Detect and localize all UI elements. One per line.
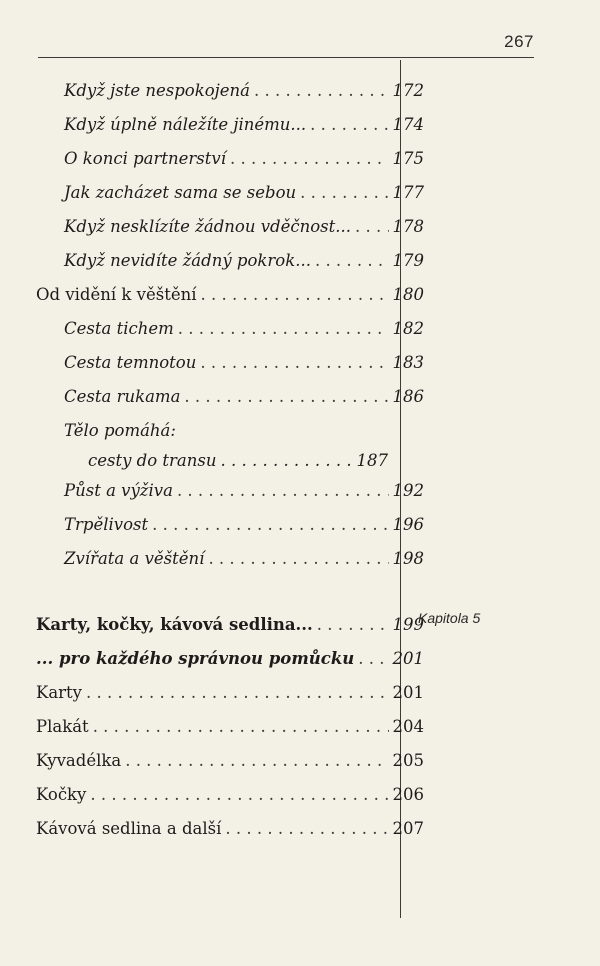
toc-entry-title: Když nesklízíte žádnou vděčnost... bbox=[64, 217, 351, 236]
toc-entry bbox=[0, 746, 424, 776]
toc-entry-page: 204 bbox=[392, 717, 424, 736]
toc-entry-title: Jak zacházet sama se sebou bbox=[64, 183, 297, 202]
toc-leader-dots bbox=[152, 510, 388, 540]
toc-entry-page: 206 bbox=[392, 785, 424, 804]
toc-entry bbox=[0, 510, 424, 540]
toc-entry-title: ... pro každého správnou pomůcku bbox=[36, 649, 355, 668]
toc-entry-title: Kočky bbox=[36, 785, 87, 804]
toc-entry bbox=[0, 110, 424, 140]
toc-leader-dots bbox=[315, 246, 389, 276]
toc-entry bbox=[0, 348, 424, 378]
toc-entry-page: 179 bbox=[392, 251, 424, 270]
toc-entry-page: 175 bbox=[392, 149, 424, 168]
toc-entry bbox=[0, 382, 424, 412]
toc-entry-multiline bbox=[64, 416, 388, 476]
toc-entry bbox=[0, 76, 424, 106]
toc-entry-page: 198 bbox=[392, 549, 424, 568]
toc-entry-page: 201 bbox=[392, 649, 424, 668]
toc-entry-page: 201 bbox=[392, 683, 424, 702]
toc-entry bbox=[0, 476, 424, 506]
toc-entry-title: Cesta temnotou bbox=[64, 353, 197, 372]
toc-entry bbox=[0, 144, 424, 174]
toc-leader-dots bbox=[93, 712, 389, 742]
toc-entry-page: 186 bbox=[392, 387, 424, 406]
toc-entry-title-line1: Tělo pomáhá: bbox=[64, 421, 176, 440]
toc-entry bbox=[0, 246, 424, 276]
toc-entry-page: 180 bbox=[392, 285, 424, 304]
toc-leader-dots bbox=[300, 178, 388, 208]
toc-entry-title: Když úplně náležíte jinému... bbox=[64, 115, 307, 134]
toc-leader-dots bbox=[310, 110, 388, 140]
toc-entry-page: 196 bbox=[392, 515, 424, 534]
toc-chapter-entry bbox=[0, 610, 424, 640]
toc-entry bbox=[0, 814, 424, 844]
toc-entry-title: Karty, kočky, kávová sedlina... bbox=[36, 615, 313, 634]
toc-entry-title: Cesta rukama bbox=[64, 387, 181, 406]
toc-entry-title: Od vidění k věštění bbox=[36, 285, 197, 304]
toc-entry bbox=[0, 544, 424, 574]
toc-leader-dots bbox=[184, 382, 388, 412]
page-number: 267 bbox=[504, 32, 534, 51]
toc-leader-dots bbox=[200, 348, 388, 378]
toc-entry-title: Zvířata a věštění bbox=[64, 549, 205, 568]
toc-leader-dots bbox=[355, 212, 389, 242]
toc-entry-page: 182 bbox=[392, 319, 424, 338]
chapter-label: Kapitola 5 bbox=[418, 610, 481, 626]
toc-entry-title: Cesta tichem bbox=[64, 319, 174, 338]
toc-leader-dots bbox=[225, 814, 388, 844]
header-rule bbox=[38, 57, 534, 58]
toc-entry-title: Trpělivost bbox=[64, 515, 149, 534]
toc-entry-page: 177 bbox=[392, 183, 424, 202]
toc-leader-dots bbox=[177, 476, 389, 506]
toc-entry-page: 174 bbox=[392, 115, 424, 134]
toc-leader-dots bbox=[201, 280, 389, 310]
toc-entry bbox=[0, 712, 424, 742]
toc-entry-page: 187 bbox=[356, 451, 388, 470]
toc-entry bbox=[0, 178, 424, 208]
toc-entry-page: 183 bbox=[392, 353, 424, 372]
toc-entry-title: Karty bbox=[36, 683, 83, 702]
toc-entry-title: Plakát bbox=[36, 717, 89, 736]
toc-entry-page: 178 bbox=[392, 217, 424, 236]
toc-entry bbox=[0, 212, 424, 242]
toc-entry bbox=[0, 314, 424, 344]
toc-entry bbox=[0, 678, 424, 708]
toc-leader-dots bbox=[178, 314, 389, 344]
toc-entry bbox=[0, 280, 424, 310]
toc-entry-page: 192 bbox=[392, 481, 424, 500]
toc-leader-dots bbox=[317, 610, 389, 640]
toc-leader-dots bbox=[230, 144, 389, 174]
toc-entry bbox=[0, 780, 424, 810]
toc-leader-dots bbox=[221, 446, 353, 476]
toc-entry bbox=[0, 644, 424, 674]
toc-entry-title: Půst a výživa bbox=[64, 481, 173, 500]
toc-entry-page: 172 bbox=[392, 81, 424, 100]
toc-leader-dots bbox=[90, 780, 388, 810]
toc-entry-title: Když jste nespokojená bbox=[64, 81, 251, 100]
toc-leader-dots bbox=[254, 76, 388, 106]
toc-entry-title-line2: cesty do transu bbox=[88, 451, 217, 470]
toc-entry-title: O konci partnerství bbox=[64, 149, 226, 168]
toc-entry-page: 207 bbox=[392, 819, 424, 838]
toc-leader-dots bbox=[86, 678, 388, 708]
toc-entry-title: Kávová sedlina a další bbox=[36, 819, 222, 838]
toc-entry-page: 205 bbox=[392, 751, 424, 770]
toc-leader-dots bbox=[358, 644, 388, 674]
toc-leader-dots bbox=[208, 544, 388, 574]
toc-entry-title: Kyvadélka bbox=[36, 751, 122, 770]
toc-entry-title: Když nevidíte žádný pokrok... bbox=[64, 251, 311, 270]
toc-entry-page: 199 bbox=[392, 615, 424, 634]
toc-leader-dots bbox=[125, 746, 388, 776]
